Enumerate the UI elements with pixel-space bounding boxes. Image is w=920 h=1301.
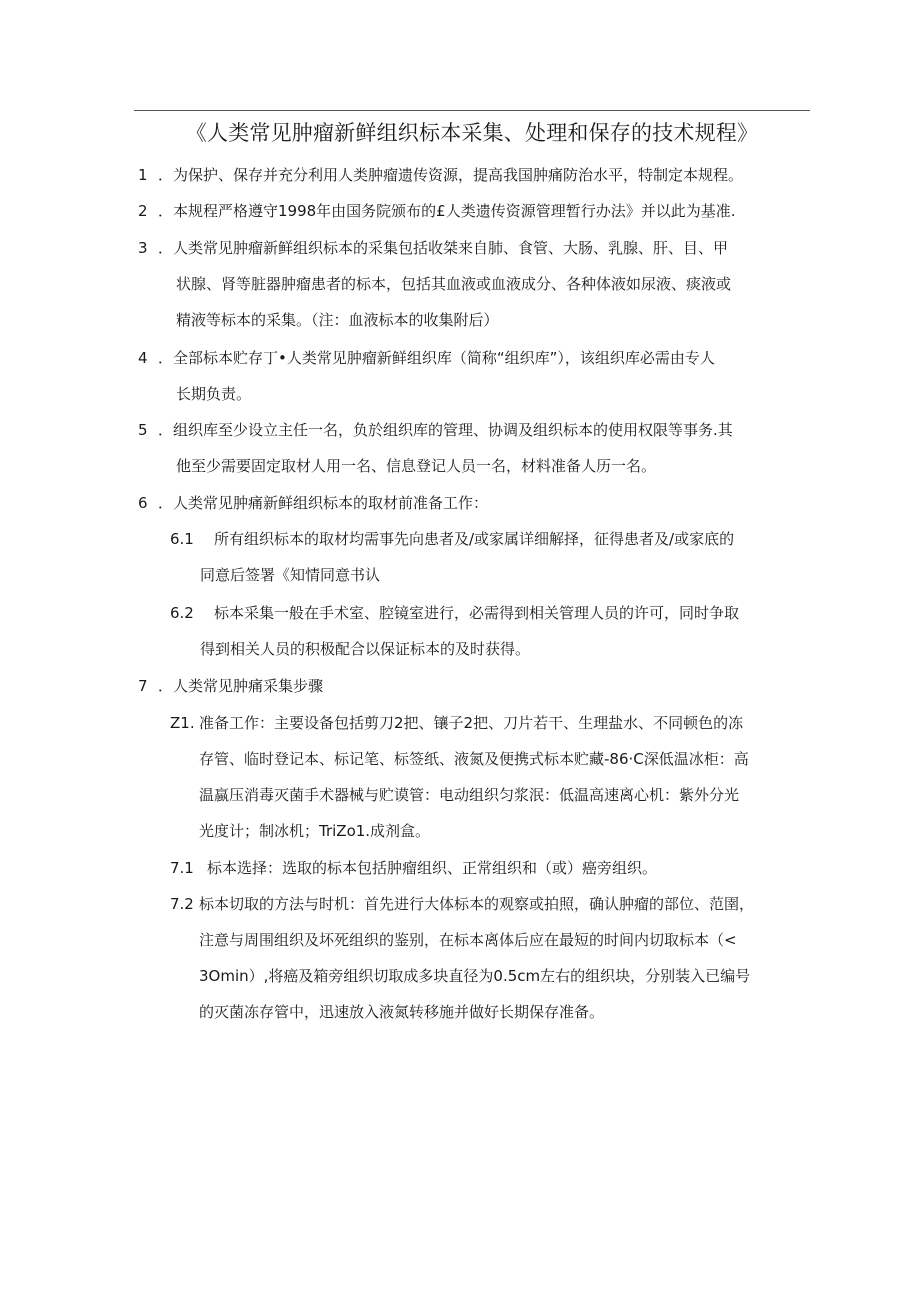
item-line: ．人类常见肿痛采集步骤: [158, 677, 324, 695]
item-text: [199, 886, 754, 1030]
item-number: 2: [138, 202, 148, 220]
item-text: [207, 850, 657, 886]
item-line: 注意与周围组织及坏死组织的鉴别，在标本离体后应在最短的时间内切取标本（<: [199, 931, 737, 949]
item-number: 3: [138, 239, 148, 257]
item-line: 的灭菌冻存管中，迅速放入液氮转移施并做好长期保存准备。: [199, 1003, 605, 1021]
item-line: 同意后签署《知情同意书认: [200, 566, 381, 584]
item-number: 6.2: [170, 604, 194, 622]
item-line: 长期负责。: [176, 385, 252, 403]
item-line: 准备工作：主要设备包括剪刀2把、镶子2把、刀片若干、生理盐水、不同顿色的冻: [199, 714, 744, 732]
item-line: ．人类常见肿痛新鲜组织标本的取材前准备工作：: [158, 494, 489, 512]
item-text: [158, 157, 743, 193]
item-number: 7.2: [170, 895, 194, 913]
item-text: [158, 193, 736, 229]
item-line: 所有组织标本的取材均需事先向患者及/或家属详细解择，征得患者及/或家底的: [214, 530, 735, 548]
item-number: 4: [138, 349, 148, 367]
item-line: ．人类常见肿瘤新鲜组织标本的采集包括收桀来自肺、食管、大肠、乳腺、肝、目、甲: [158, 239, 729, 257]
item-line: 标本选择：选取的标本包括肿瘤组织、正常组织和（或）癌旁组织。: [207, 859, 658, 877]
item-number: 1: [138, 166, 148, 184]
item-line: 得到相关人员的积极配合以保证标本的及时获得。: [200, 640, 531, 658]
item-line: ．组织库至少设立主任一名，负於组织库的管理、协调及组织标本的使用权限等事务.其: [158, 421, 733, 439]
item-text: [158, 412, 733, 484]
item-text: [158, 668, 323, 704]
item-line: ．为保护、保存并充分利用人类肿瘤遗传资源，提高我国肿痛防治水平，特制定本规程。: [158, 166, 744, 184]
item-line: 温蠃压消毒灭菌手术器械与贮谟管：电动组织匀浆泯：低温高速离心机：紫外分光: [199, 786, 740, 804]
item-text: [200, 521, 735, 593]
item-line: ．全部标本贮存丁•人类常见肿瘤新鲜组织库（简称“组织库”），该组织库必需由专人: [158, 349, 715, 367]
item-text: [158, 230, 731, 338]
item-line: 存管、临时登记本、标记笔、标签纸、液氮及便携式标本贮藏-86·C深低温冰柜：高: [199, 750, 749, 768]
item-line: 光度计；制冰机；TriZo1.成剂盒。: [199, 822, 431, 840]
item-line: 状腺、肾等脏器肿瘤患者的标本，包括其血液或血液成分、各种体液如尿液、痰液或: [176, 275, 732, 293]
item-line: 标本切取的方法与时机：首先进行大体标本的观察或拍照，确认肿瘤的部位、范圉，: [199, 895, 755, 913]
item-line: ．本规程严格遵守1998年由国务院颁布的£人类遗传资源管理暂行办法》并以此为基准.: [158, 202, 736, 220]
document-title: 《人类常见肿瘤新鲜组织标本采集、处理和保存的技术规程》: [185, 121, 759, 145]
item-number: 6.1: [170, 530, 194, 548]
item-line: 精液等标本的采集。（注：血液标本的收集附后）: [176, 311, 499, 329]
item-number: Z1.: [170, 714, 195, 732]
item-number: 7.1: [170, 859, 194, 877]
item-line: 他至少需要固定取材人用一名、信息登记人员一名，材料准备人历一名。: [176, 457, 657, 475]
item-line: 标本采集一般在手术室、腔镜室进行，必需得到相关管理人员的许可，同时争取: [214, 604, 740, 622]
item-number: 7: [138, 677, 148, 695]
item-text: [158, 485, 488, 521]
header-rule: [134, 110, 810, 111]
item-number: 5: [138, 421, 148, 439]
item-text: [199, 705, 749, 849]
item-line: 3Omin）,将癌及箱旁组织切取成多块直径为0.5cm左右的组织块，分别装入已编号: [199, 967, 751, 985]
item-text: [158, 340, 715, 412]
item-text: [200, 595, 740, 667]
item-number: 6: [138, 494, 148, 512]
